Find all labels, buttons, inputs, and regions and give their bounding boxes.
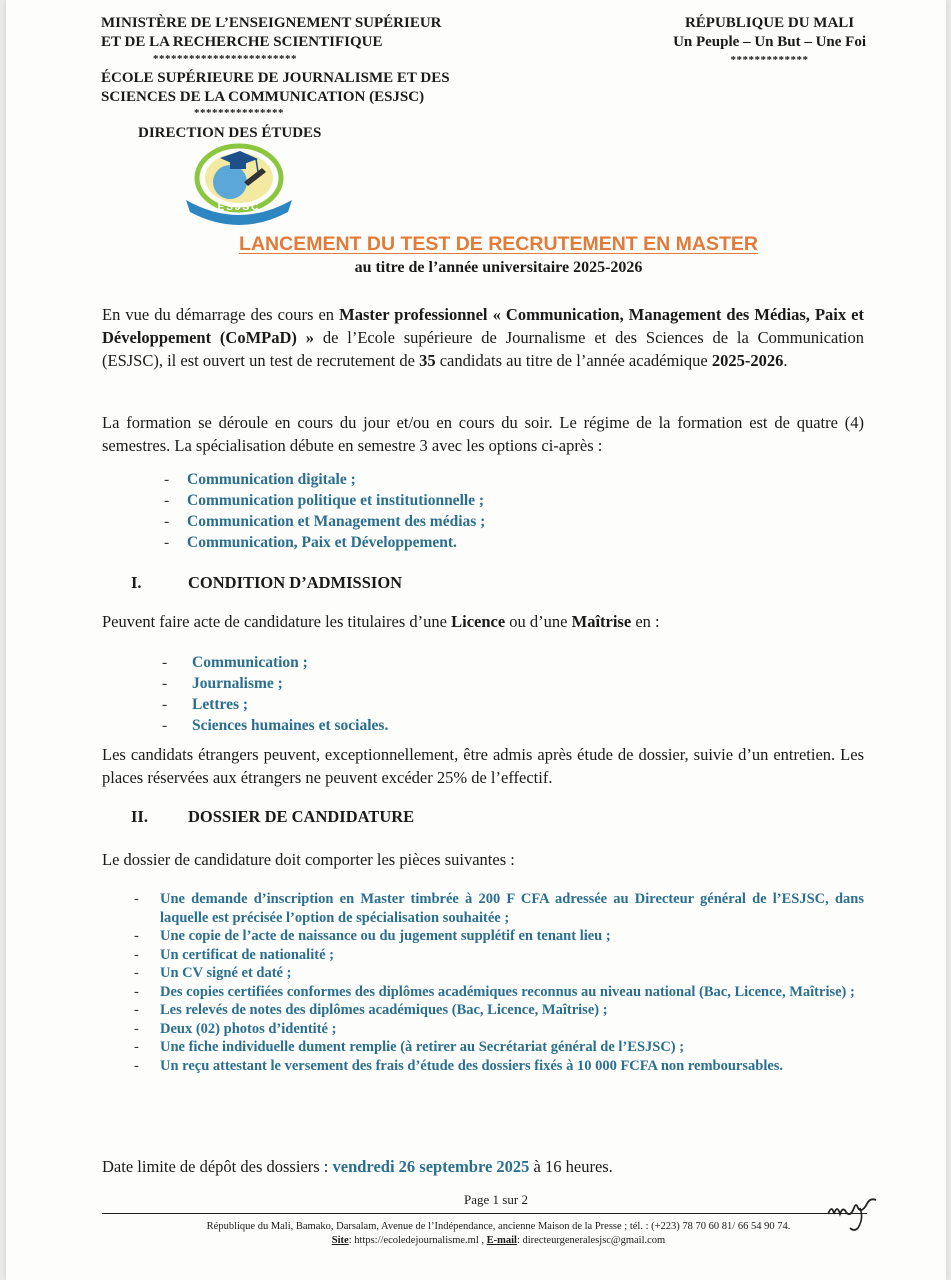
maitrise-term: Maîtrise [571,612,632,631]
list-item: - Communication ; [162,654,308,671]
site-link[interactable]: : https://ecoledejournalisme.ml , [348,1235,487,1246]
list-item: - Un reçu attestant le versement des frais d’étude des dossiers fixés à 10 000 FCFA non remboursables. [134,1057,784,1074]
list-item: - Les relevés de notes des diplômes académiques (Bac, Licence, Maîtrise) ; [134,1002,608,1018]
footer-divider [102,1213,867,1214]
list-item: - Communication, Paix et Développement. [164,534,457,551]
school-line-2: SCIENCES DE LA COMMUNICATION (ESJSC) [101,89,425,105]
ministry-stars: ************************ [153,53,297,65]
dossier-intro: Le dossier de candidature doit comporter les pièces suivantes : [102,850,515,869]
section-2-label: DOSSIER DE CANDIDATURE [188,807,415,826]
list-item: - Sciences humaines et sociales. [162,717,389,734]
specialization-options-list [164,469,486,553]
site-label: Site [331,1235,349,1246]
list-item: - Journalisme ; [162,675,283,692]
section-1-label: CONDITION D’ADMISSION [188,573,403,592]
email-label: E-mail [486,1235,517,1246]
country-stars: ************* [730,54,809,66]
intro-text-a: En vue du démarrage des cours en [102,305,340,324]
list-item: - Des copies certifiées conformes des diplômes académiques reconnus au niveau national (Bac, Licence, Maîtrise) ; [134,983,855,1000]
deadline-paragraph: Date limite de dépôt des dossiers : vendredi 26 septembre 2025 à 16 heures. [102,1157,613,1176]
deadline-date: vendredi 26 septembre 2025 [332,1157,530,1176]
section-1-number: I. [131,573,142,592]
list-item: - Communication et Management des médias ; [164,513,486,530]
intro-text-e: candidats au titre de l’année académique [435,351,712,370]
esjsc-logo [178,142,300,227]
page-title: LANCEMENT DU TEST DE RECRUTEMENT EN MASTER [239,233,758,255]
school-stars: *************** [194,107,284,119]
list-item: - Communication politique et institutionnelle ; [164,492,485,509]
list-item: - Une fiche individuelle dument remplie (à retirer au Secrétariat général de l’ESJSC) ; [134,1039,685,1055]
list-item: - Deux (02) photos d’identité ; [134,1020,337,1037]
list-item: - Communication digitale ; [164,471,356,488]
republic-header [673,14,866,66]
list-item: - Un certificat de nationalité ; [134,946,334,963]
school-line-1: ÉCOLE SUPÉRIEURE DE JOURNALISME ET DES [101,70,450,86]
intro-paragraph [102,303,864,372]
email-link[interactable]: : directeurgeneralesjsc@gmail.com [516,1235,666,1246]
page-subtitle: au titre de l’année universitaire 2025-2026 [354,259,643,276]
admission-paragraph: Peuvent faire acte de candidature les titulaires d’une Licence ou d’une Maîtrise en : [102,612,660,631]
list-item: - Lettres ; [162,696,249,713]
school-header [101,69,450,107]
required-documents-list [134,890,864,1075]
candidate-count: 35 [419,351,436,370]
page-number: Page 1 sur 2 [464,1192,528,1207]
logo-text: ESJSC [217,202,261,213]
list-item: - Une demande d’inscription en Master timbrée à 200 F CFA adressée au Directeur général de l’ESJSC, dans laquelle est précisée l’option de spécialisation souhaitée ; [134,891,864,926]
ministry-line-2: ET DE LA RECHERCHE SCIENTIFIQUE [101,34,383,50]
list-item: - Un CV signé et daté ; [134,965,292,981]
foreign-candidates-paragraph: Les candidats étrangers peuvent, exceptionnellement, être admis après étude de dossier, suivie d’un entretien. Les places réservées aux étrangers ne peuvent excéder 25% de l’effectif. [102,745,864,787]
footer-contacts [6,1235,946,1246]
list-item: - Une copie de l’acte de naissance ou du jugement supplétif en tenant lieu ; [134,928,611,944]
graduation-cap-pen-logo-icon [178,142,300,227]
academic-year: 2025-2026 [711,351,784,370]
country-name: RÉPUBLIQUE DU MALI [684,15,855,31]
section-2-number: II. [131,807,148,826]
master-program-name: Master professionnel « Communication, Management des Médias, Paix et Développement (CoMPaD) » [102,305,865,347]
country-motto: Un Peuple – Un But – Une Foi [673,34,866,50]
licence-term: Licence [451,612,506,631]
intro-text-g: . [783,351,788,370]
intro-text-c: de l’Ecole supérieure de Journalisme et des Sciences de la Communication (ESJSC), il est ouvert un test de recrutement de [102,328,864,370]
footer-address: République du Mali, Bamako, Darsalam, Avenue de l’Indépendance, ancienne Maison de la Presse ; tél. : (+223) 78 70 60 81/ 66 54 90 74. [206,1221,791,1232]
direction-label: DIRECTION DES ÉTUDES [138,125,322,141]
ministry-line-1: MINISTÈRE DE L’ENSEIGNEMENT SUPÉRIEUR [101,15,442,31]
eligible-fields-list [162,652,389,736]
ministry-header [101,14,442,52]
formation-paragraph: La formation se déroule en cours du jour et/ou en cours du soir. Le régime de la formation est de quatre (4) semestres. La spécialisation débute en semestre 3 avec les options ci-après : [102,413,864,455]
document-page [6,0,946,1280]
